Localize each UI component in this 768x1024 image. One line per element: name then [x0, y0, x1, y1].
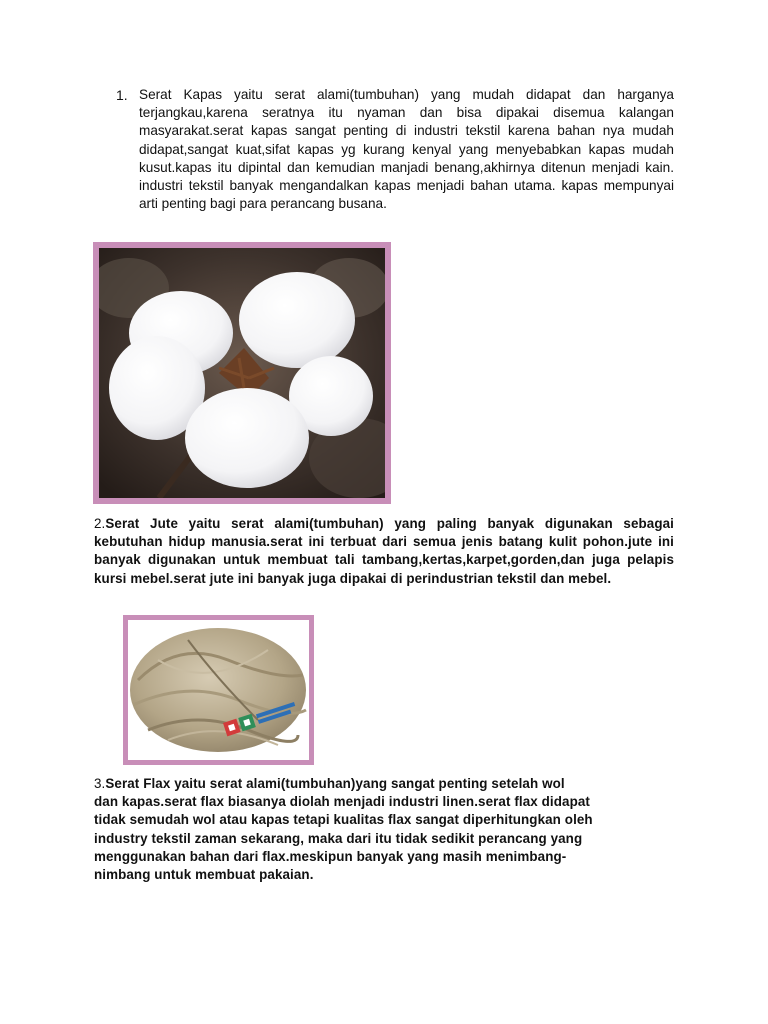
paragraph-serat-kapas: Serat Kapas yaitu serat alami(tumbuhan) yang mudah didapat dan harganya terjangkau,karena seratnya itu nyaman dan bisa dipakai disemua kalangan masyarakat.serat kapas sangat penting di industri tekstil karena bahan nya mudah didapat,sangat kuat,sifat kapas yg kurang kenyal yang menyebabkan kapas mudah kusut.kapas itu dipintal dan kemudian manjadi benang,akhirnya ditenun menjadi kain. industri tekstil banyak mengandalkan kapas menjadi bahan utama. kapas mempunyai arti penting bagi para perancang busana.	[139, 87, 674, 212]
list-item-serat-jute	[94, 515, 674, 588]
list-number: 3.	[94, 776, 106, 791]
list-item-serat-flax	[94, 775, 674, 884]
cotton-boll-photo	[93, 242, 391, 504]
paragraph-serat-flax-line-5: menggunakan bahan dari flax.meskipun banyak yang masih menimbang-	[94, 848, 567, 864]
paragraph-serat-flax-line-1: 3.Serat Flax yaitu serat alami(tumbuhan)yang sangat penting setelah wol	[94, 776, 565, 791]
paragraph-serat-flax-line-2: dan kapas.serat flax biasanya diolah menjadi industri linen.serat flax didapat	[94, 794, 590, 810]
list-number: 2.	[94, 516, 106, 531]
paragraph-serat-flax-line-6: nimbang untuk membuat pakaian.	[94, 867, 314, 883]
paragraph-serat-flax-line-4: industry tekstil zaman sekarang, maka dari itu tidak sedikit perancang yang	[94, 830, 583, 846]
paragraph-serat-jute: Serat Jute yaitu serat alami(tumbuhan) yang paling banyak digunakan sebagai kebutuhan hidup manusia.serat ini terbuat dari semua jenis batang kulit pohon.jute ini banyak digunakan untuk membuat tali tambang,kertas,karpet,gorden,dan juga pelapis kursi mebel.serat jute ini banyak juga dipakai di perindustrian tekstil dan mebel.	[94, 516, 674, 586]
list-number: 1.	[116, 87, 128, 103]
jute-fiber-photo	[123, 615, 314, 765]
paragraph-serat-flax-line-3: tidak semudah wol atau kapas tetapi kualitas flax sangat diperhitungkan oleh	[94, 812, 593, 828]
